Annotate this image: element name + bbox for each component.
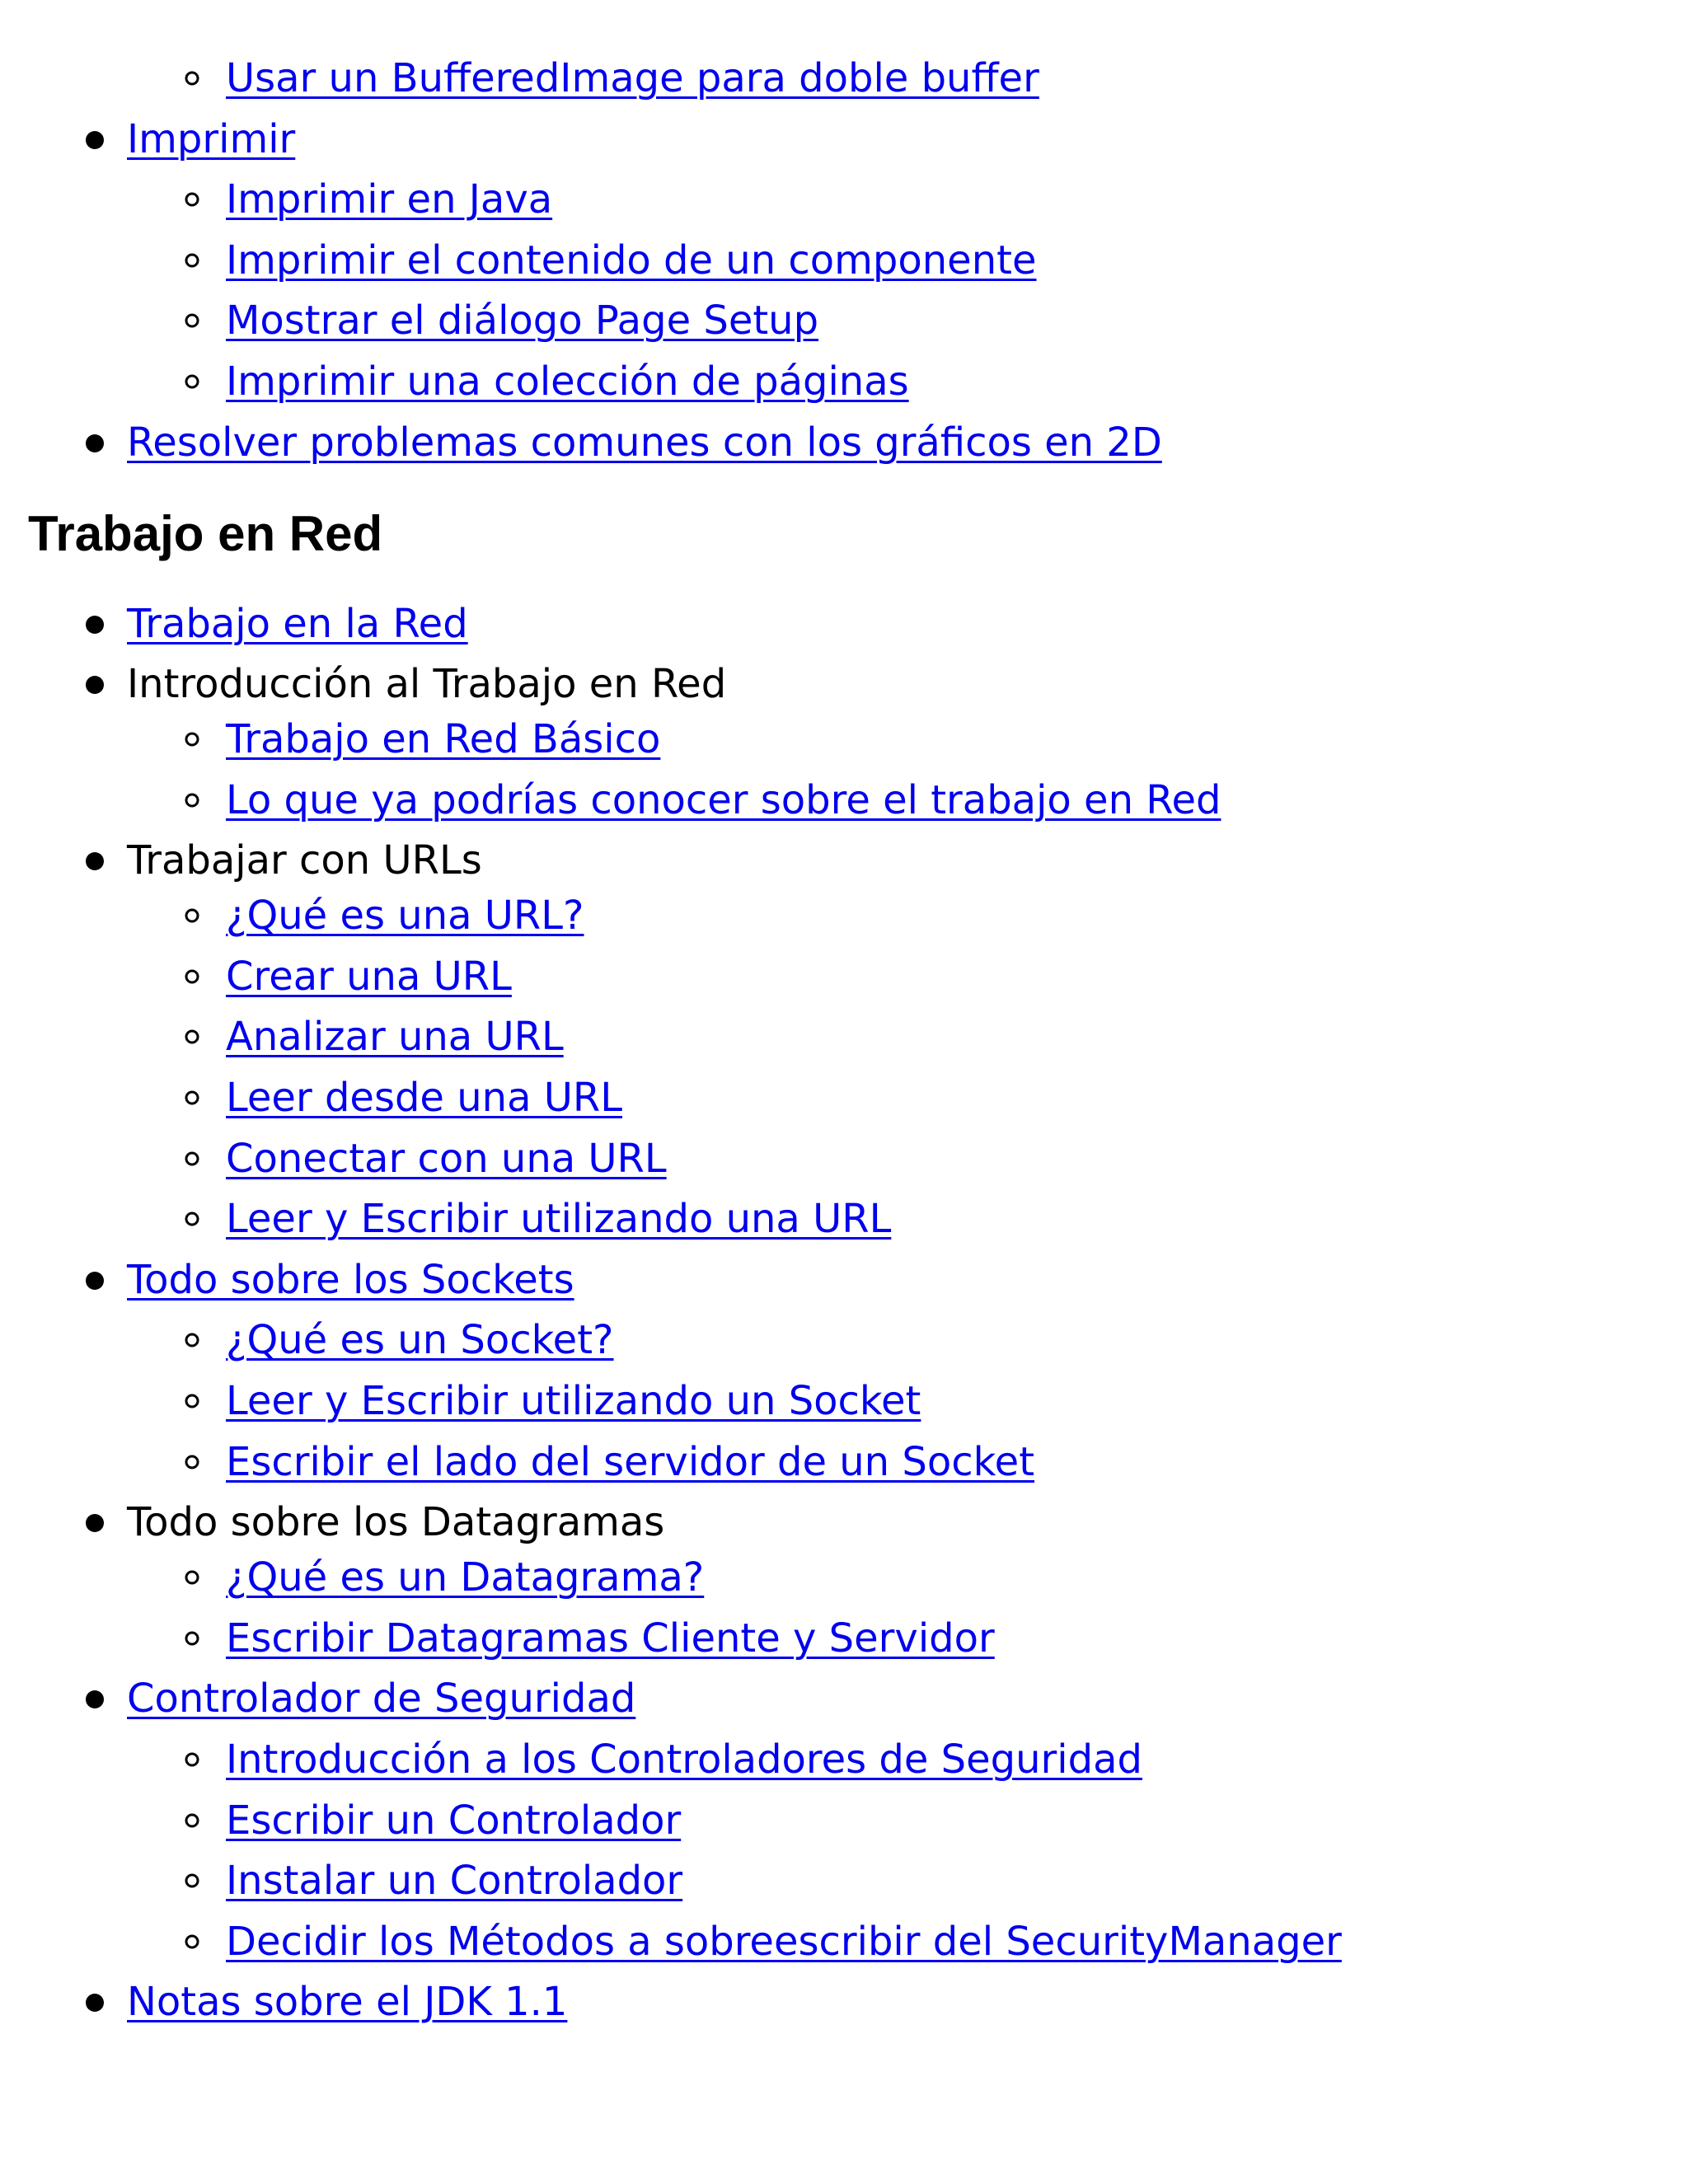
circle-bullet-icon	[185, 1752, 199, 1767]
list-item	[226, 1797, 681, 1844]
link-intro-controladores[interactable]: Introducción a los Controladores de Seguridad	[226, 1736, 1142, 1783]
bullet-icon	[86, 131, 104, 149]
circle-bullet-icon	[185, 969, 199, 984]
list-item	[226, 1615, 995, 1662]
circle-bullet-icon	[185, 1813, 199, 1828]
circle-bullet-icon	[185, 1333, 199, 1347]
list-item	[226, 776, 1221, 824]
circle-bullet-icon	[185, 374, 199, 389]
list-item	[127, 660, 726, 708]
circle-bullet-icon	[185, 1570, 199, 1585]
circle-bullet-icon	[185, 1029, 199, 1044]
bullet-icon	[86, 616, 104, 634]
link-conectar-url[interactable]: Conectar con una URL	[226, 1136, 667, 1182]
link-trabajo-red[interactable]: Trabajo en la Red	[127, 601, 468, 647]
bullet-icon	[86, 1272, 104, 1290]
circle-bullet-icon	[185, 1873, 199, 1888]
link-leer-escribir-socket[interactable]: Leer y Escribir utilizando un Socket	[226, 1378, 921, 1424]
bullet-icon	[86, 1994, 104, 2012]
circle-bullet-icon	[185, 1212, 199, 1226]
circle-bullet-icon	[185, 313, 199, 328]
list-item	[127, 115, 295, 163]
list-item	[226, 1554, 704, 1601]
link-red-basico[interactable]: Trabajo en Red Básico	[226, 716, 661, 762]
list-item	[226, 1316, 614, 1364]
link-que-es-socket[interactable]: ¿Qué es un Socket?	[226, 1317, 614, 1363]
link-crear-url[interactable]: Crear una URL	[226, 954, 512, 1000]
circle-bullet-icon	[185, 908, 199, 923]
link-sockets[interactable]: Todo sobre los Sockets	[127, 1257, 574, 1303]
list-item	[127, 1256, 574, 1304]
list-item	[226, 54, 1039, 102]
link-seguridad[interactable]: Controlador de Seguridad	[127, 1675, 636, 1722]
list-item	[226, 892, 584, 940]
circle-bullet-icon	[185, 1455, 199, 1469]
list-item	[127, 837, 482, 884]
circle-bullet-icon	[185, 192, 199, 207]
link-imprimir-componente[interactable]: Imprimir el contenido de un componente	[226, 237, 1037, 284]
link-instalar-controlador[interactable]: Instalar un Controlador	[226, 1858, 683, 1904]
list-item	[226, 1918, 1342, 1966]
link-resolver-problemas[interactable]: Resolver problemas comunes con los gráficos en 2D	[127, 419, 1162, 466]
list-item	[127, 1675, 635, 1722]
circle-bullet-icon	[185, 1090, 199, 1105]
link-buffered-image[interactable]: Usar un BufferedImage para doble buffer	[226, 55, 1039, 101]
link-imprimir[interactable]: Imprimir	[127, 116, 296, 162]
list-item	[226, 176, 552, 223]
bullet-icon	[86, 852, 104, 870]
link-notas-jdk[interactable]: Notas sobre el JDK 1.1	[127, 1979, 568, 2025]
link-leer-url[interactable]: Leer desde una URL	[226, 1075, 622, 1121]
list-item	[226, 1195, 891, 1243]
link-imprimir-java[interactable]: Imprimir en Java	[226, 176, 553, 223]
intro-label: Introducción al Trabajo en Red	[127, 661, 727, 707]
list-item	[226, 953, 512, 1001]
circle-bullet-icon	[185, 1934, 199, 1949]
bullet-icon	[86, 434, 104, 452]
link-que-es-datagrama[interactable]: ¿Qué es un Datagrama?	[226, 1554, 705, 1601]
list-item	[226, 237, 1036, 284]
list-item	[226, 1377, 921, 1425]
list-item	[226, 1857, 682, 1905]
list-item	[226, 1438, 1034, 1486]
link-page-setup[interactable]: Mostrar el diálogo Page Setup	[226, 298, 819, 344]
circle-bullet-icon	[185, 1631, 199, 1646]
circle-bullet-icon	[185, 253, 199, 268]
link-que-es-url[interactable]: ¿Qué es una URL?	[226, 893, 584, 939]
bullet-icon	[86, 1690, 104, 1708]
link-analizar-url[interactable]: Analizar una URL	[226, 1014, 564, 1060]
link-datagramas-cliente-servidor[interactable]: Escribir Datagramas Cliente y Servidor	[226, 1615, 995, 1661]
circle-bullet-icon	[185, 71, 199, 86]
circle-bullet-icon	[185, 1394, 199, 1408]
bullet-icon	[86, 1514, 104, 1532]
list-item	[226, 1135, 667, 1183]
list-item	[127, 1978, 567, 2026]
link-leer-escribir-url[interactable]: Leer y Escribir utilizando una URL	[226, 1196, 892, 1242]
link-escribir-controlador[interactable]: Escribir un Controlador	[226, 1797, 682, 1844]
link-imprimir-coleccion[interactable]: Imprimir una colección de páginas	[226, 359, 909, 405]
list-item	[226, 1013, 564, 1061]
section-heading: Trabajo en Red	[28, 506, 383, 561]
list-item	[226, 1736, 1142, 1783]
link-servidor-socket[interactable]: Escribir el lado del servidor de un Socket	[226, 1439, 1035, 1485]
circle-bullet-icon	[185, 732, 199, 747]
urls-label: Trabajar con URLs	[127, 837, 482, 883]
link-metodos-securitymanager[interactable]: Decidir los Métodos a sobreescribir del SecurityManager	[226, 1919, 1342, 1965]
list-item	[226, 297, 818, 344]
list-item	[226, 358, 909, 405]
list-item	[226, 1074, 622, 1122]
datagramas-label: Todo sobre los Datagramas	[127, 1499, 665, 1545]
bullet-icon	[86, 676, 104, 694]
list-item	[127, 1498, 664, 1546]
list-item	[127, 600, 468, 648]
circle-bullet-icon	[185, 793, 199, 808]
link-lo-que-ya[interactable]: Lo que ya podrías conocer sobre el trabajo en Red	[226, 777, 1221, 823]
list-item	[226, 715, 660, 763]
list-item	[127, 419, 1162, 466]
circle-bullet-icon	[185, 1151, 199, 1166]
